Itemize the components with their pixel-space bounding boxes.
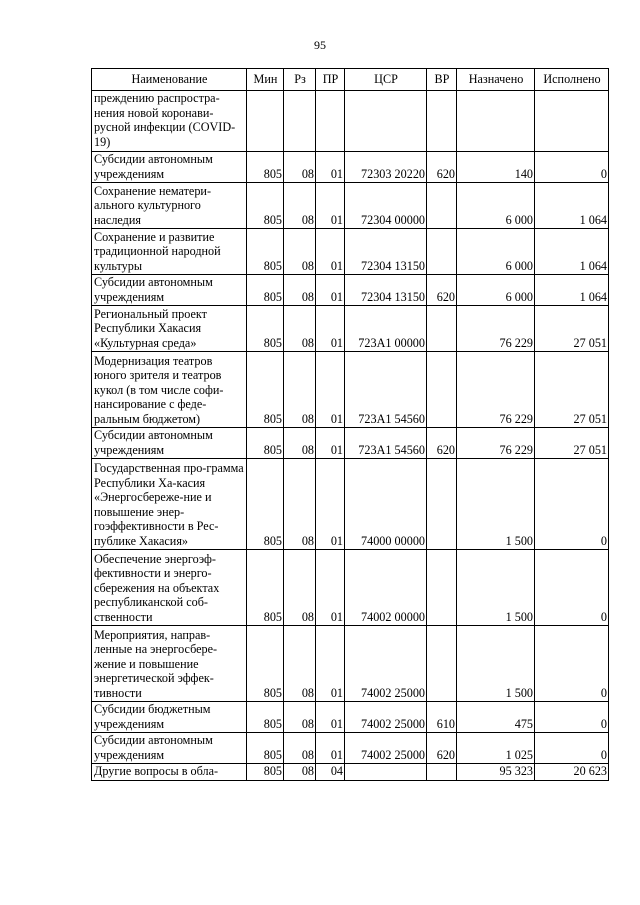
cell-name: Субсидии автономным учреждениям xyxy=(92,275,247,306)
cell-name: Государственная про-грамма Республики Ха-касия «Энергосбереже-ние и повышение энер-гоэффективности в Рес-публике Хакасия» xyxy=(92,459,247,550)
cell-pr: 01 xyxy=(316,702,345,733)
cell-executed xyxy=(535,91,609,152)
cell-min: 805 xyxy=(247,275,284,306)
cell-vr: 620 xyxy=(427,733,457,764)
cell-pr xyxy=(316,91,345,152)
cell-csr: 72304 13150 xyxy=(345,229,427,275)
cell-csr: 723А1 00000 xyxy=(345,306,427,352)
cell-executed: 1 064 xyxy=(535,183,609,229)
cell-min: 805 xyxy=(247,459,284,550)
cell-vr: 620 xyxy=(427,275,457,306)
cell-csr: 723А1 54560 xyxy=(345,428,427,459)
cell-min: 805 xyxy=(247,352,284,428)
cell-min xyxy=(247,91,284,152)
cell-name: Субсидии автономным учреждениям xyxy=(92,152,247,183)
cell-rz: 08 xyxy=(284,352,316,428)
cell-assigned: 140 xyxy=(457,152,535,183)
cell-name: Модернизация театров юного зрителя и театров кукол (в том числе софи-нансирование с феде-ральным бюджетом) xyxy=(92,352,247,428)
cell-vr: 620 xyxy=(427,428,457,459)
cell-pr: 01 xyxy=(316,229,345,275)
cell-assigned: 1 025 xyxy=(457,733,535,764)
cell-csr: 74002 25000 xyxy=(345,626,427,702)
cell-pr: 01 xyxy=(316,733,345,764)
cell-vr xyxy=(427,626,457,702)
cell-rz: 08 xyxy=(284,152,316,183)
cell-pr: 01 xyxy=(316,626,345,702)
cell-csr xyxy=(345,764,427,781)
cell-min: 805 xyxy=(247,306,284,352)
header-assigned: Назначено xyxy=(457,69,535,91)
cell-name: Другие вопросы в обла- xyxy=(92,764,247,781)
cell-pr: 01 xyxy=(316,352,345,428)
cell-min: 805 xyxy=(247,229,284,275)
cell-pr: 01 xyxy=(316,428,345,459)
cell-csr: 72303 20220 xyxy=(345,152,427,183)
table-row xyxy=(92,275,609,306)
cell-rz: 08 xyxy=(284,459,316,550)
cell-vr xyxy=(427,229,457,275)
cell-executed: 0 xyxy=(535,733,609,764)
table-row xyxy=(92,91,609,152)
cell-assigned: 6 000 xyxy=(457,183,535,229)
cell-executed: 20 623 xyxy=(535,764,609,781)
cell-vr xyxy=(427,459,457,550)
cell-assigned xyxy=(457,91,535,152)
header-name: Наименование xyxy=(92,69,247,91)
cell-executed: 1 064 xyxy=(535,275,609,306)
cell-min: 805 xyxy=(247,152,284,183)
header-vr: ВР xyxy=(427,69,457,91)
cell-csr: 74002 25000 xyxy=(345,733,427,764)
cell-executed: 0 xyxy=(535,550,609,626)
cell-min: 805 xyxy=(247,764,284,781)
cell-executed: 27 051 xyxy=(535,428,609,459)
cell-vr xyxy=(427,550,457,626)
header-rz: Рз xyxy=(284,69,316,91)
cell-name: Сохранение нематери-ального культурного наследия xyxy=(92,183,247,229)
cell-pr: 01 xyxy=(316,550,345,626)
cell-name: Субсидии бюджетным учреждениям xyxy=(92,702,247,733)
cell-name: Обеспечение энергоэф-фективности и энерго-сбережения на объектах республиканской соб-ственности xyxy=(92,550,247,626)
cell-assigned: 76 229 xyxy=(457,306,535,352)
table-row xyxy=(92,550,609,626)
cell-assigned: 76 229 xyxy=(457,352,535,428)
cell-min: 805 xyxy=(247,702,284,733)
cell-pr: 01 xyxy=(316,275,345,306)
cell-rz: 08 xyxy=(284,306,316,352)
cell-csr xyxy=(345,91,427,152)
table-row xyxy=(92,352,609,428)
cell-rz xyxy=(284,91,316,152)
cell-min: 805 xyxy=(247,626,284,702)
cell-vr: 620 xyxy=(427,152,457,183)
cell-csr: 74002 25000 xyxy=(345,702,427,733)
cell-rz: 08 xyxy=(284,702,316,733)
table-row xyxy=(92,306,609,352)
cell-assigned: 475 xyxy=(457,702,535,733)
table-header-row xyxy=(92,69,609,91)
cell-name: Субсидии автономным учреждениям xyxy=(92,733,247,764)
table-row xyxy=(92,229,609,275)
cell-rz: 08 xyxy=(284,626,316,702)
cell-csr: 74002 00000 xyxy=(345,550,427,626)
cell-executed: 0 xyxy=(535,702,609,733)
cell-vr xyxy=(427,764,457,781)
cell-name: Сохранение и развитие традиционной народной культуры xyxy=(92,229,247,275)
cell-pr: 04 xyxy=(316,764,345,781)
table-row xyxy=(92,702,609,733)
cell-min: 805 xyxy=(247,550,284,626)
cell-vr xyxy=(427,352,457,428)
cell-rz: 08 xyxy=(284,764,316,781)
cell-executed: 27 051 xyxy=(535,352,609,428)
cell-csr: 72304 00000 xyxy=(345,183,427,229)
header-csr: ЦСР xyxy=(345,69,427,91)
cell-rz: 08 xyxy=(284,229,316,275)
table-row xyxy=(92,428,609,459)
header-pr: ПР xyxy=(316,69,345,91)
cell-executed: 0 xyxy=(535,152,609,183)
cell-csr: 723А1 54560 xyxy=(345,352,427,428)
table-row xyxy=(92,733,609,764)
table-row xyxy=(92,152,609,183)
cell-executed: 27 051 xyxy=(535,306,609,352)
cell-executed: 1 064 xyxy=(535,229,609,275)
page-number: 95 xyxy=(314,38,326,52)
table-row xyxy=(92,626,609,702)
budget-table xyxy=(91,68,609,781)
cell-vr xyxy=(427,91,457,152)
cell-executed: 0 xyxy=(535,459,609,550)
cell-pr: 01 xyxy=(316,152,345,183)
table-row xyxy=(92,459,609,550)
cell-min: 805 xyxy=(247,183,284,229)
cell-rz: 08 xyxy=(284,428,316,459)
cell-assigned: 6 000 xyxy=(457,229,535,275)
cell-rz: 08 xyxy=(284,183,316,229)
cell-rz: 08 xyxy=(284,733,316,764)
header-min: Мин xyxy=(247,69,284,91)
cell-min: 805 xyxy=(247,428,284,459)
cell-vr: 610 xyxy=(427,702,457,733)
header-executed: Исполнено xyxy=(535,69,609,91)
cell-rz: 08 xyxy=(284,275,316,306)
cell-pr: 01 xyxy=(316,183,345,229)
cell-vr xyxy=(427,306,457,352)
cell-pr: 01 xyxy=(316,459,345,550)
cell-min: 805 xyxy=(247,733,284,764)
cell-assigned: 1 500 xyxy=(457,550,535,626)
cell-assigned: 1 500 xyxy=(457,459,535,550)
cell-pr: 01 xyxy=(316,306,345,352)
cell-assigned: 76 229 xyxy=(457,428,535,459)
cell-name: Субсидии автономным учреждениям xyxy=(92,428,247,459)
cell-assigned: 6 000 xyxy=(457,275,535,306)
cell-name: Мероприятия, направ-ленные на энергосбере-жение и повышение энергетической эффек-тивности xyxy=(92,626,247,702)
cell-assigned: 95 323 xyxy=(457,764,535,781)
cell-name: Региональный проект Республики Хакасия «Культурная среда» xyxy=(92,306,247,352)
cell-rz: 08 xyxy=(284,550,316,626)
cell-name: преждению распростра-нения новой коронави-русной инфекции (COVID-19) xyxy=(92,91,247,152)
cell-executed: 0 xyxy=(535,626,609,702)
cell-vr xyxy=(427,183,457,229)
cell-csr: 74000 00000 xyxy=(345,459,427,550)
cell-assigned: 1 500 xyxy=(457,626,535,702)
table-row xyxy=(92,764,609,781)
cell-csr: 72304 13150 xyxy=(345,275,427,306)
table-row xyxy=(92,183,609,229)
